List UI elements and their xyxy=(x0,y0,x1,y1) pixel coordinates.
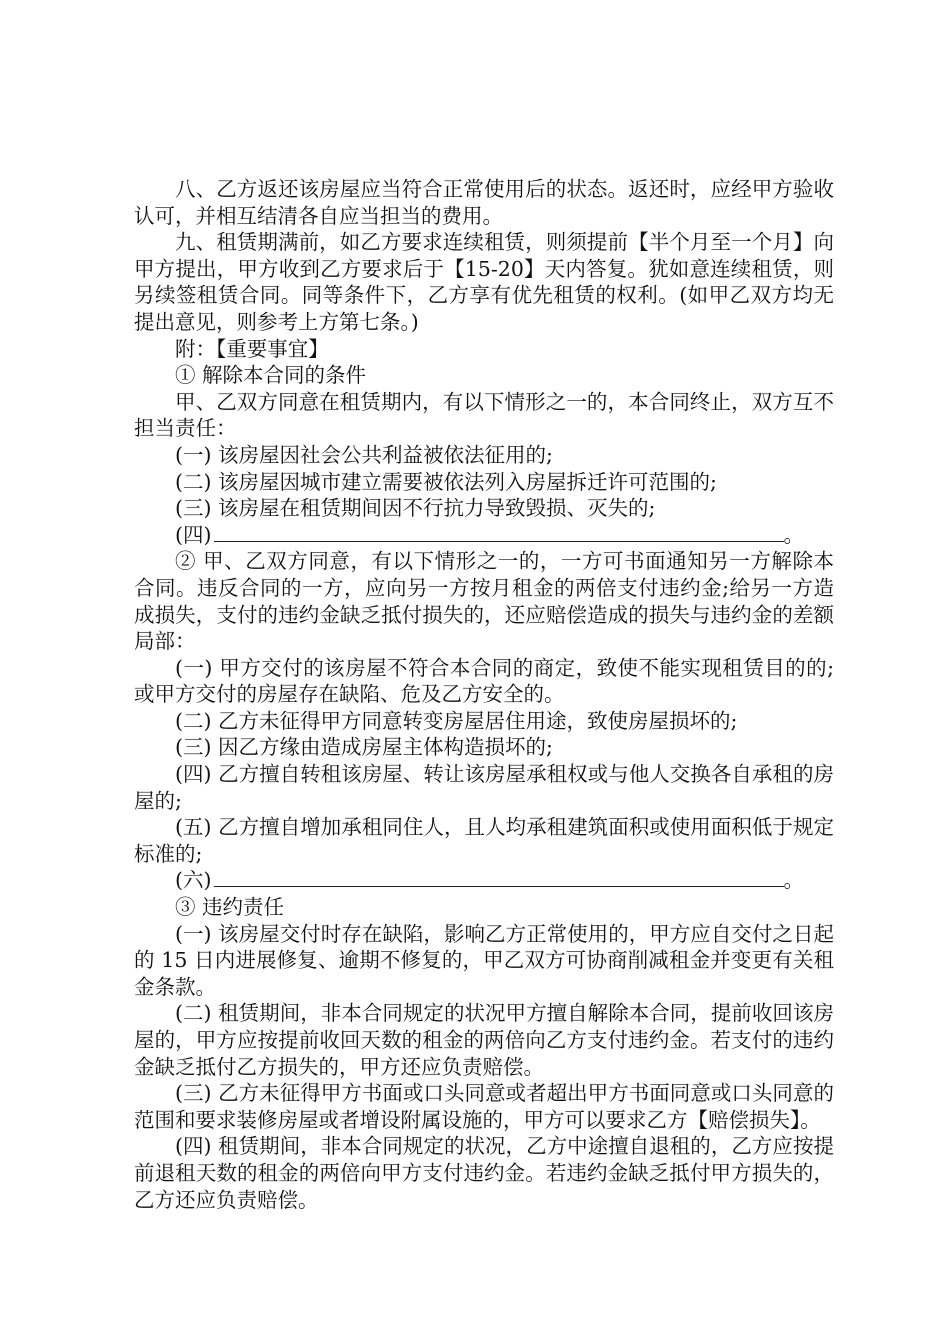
blank-fill-line[interactable] xyxy=(214,868,784,887)
section-1-title: ① 解除本合同的条件 xyxy=(175,363,367,388)
document-body xyxy=(134,176,834,1213)
section-1-item-2: (二) 该房屋因城市建立需要被依法列入房屋拆迁许可范围的; xyxy=(175,469,717,494)
section-1-item-4 xyxy=(134,522,834,549)
section-1-item-3: (三) 该房屋在租赁期间因不行抗力导致毁损、灭失的; xyxy=(175,496,656,521)
item-6-label: (六) xyxy=(175,868,212,893)
section-3-item-2: (二) 租赁期间，非本合同规定的状况甲方擅自解除本合同，提前收回该房屋的，甲方应按提前收回天数的租金的两倍向乙方支付违约金。若支付的违约金缺乏抵付乙方损失的，甲方还应负责赔偿。 xyxy=(134,1001,834,1079)
section-3-title: ③ 违约责任 xyxy=(175,895,285,920)
section-1-item-1: (一) 该房屋因社会公共利益被依法征用的; xyxy=(175,442,553,467)
section-2-item-6 xyxy=(134,867,834,894)
clause-8: 八、乙方返还该房屋应当符合正常使用后的状态。返还时，应经甲方验收认可，并相互结清各自应当担当的费用。 xyxy=(134,177,834,228)
item-4-label: (四) xyxy=(175,522,212,547)
section-2-item-2: (二) 乙方未征得甲方同意转变房屋居住用途，致使房屋损坏的; xyxy=(175,708,738,733)
section-2-item-3: (三) 因乙方缘由造成房屋主体构造损坏的; xyxy=(175,735,553,760)
item-4-end: 。 xyxy=(783,522,804,547)
section-2-item-1: (一) 甲方交付的该房屋不符合本合同的商定，致使不能实现租赁目的的;或甲方交付的房屋存在缺陷、危及乙方安全的。 xyxy=(134,655,834,707)
clause-9: 九、租赁期满前，如乙方要求连续租赁，则须提前【半个月至一个月】向甲方提出，甲方收到乙方要求后于【15-20】天内答复。犹如意连续租赁，则另续签租赁合同。同等条件下，乙方享有优先租赁的权利。(如甲乙双方均无提出意见，则参考上方第七条。) xyxy=(134,230,834,334)
section-3-item-1: (一) 该房屋交付时存在缺陷，影响乙方正常使用的，甲方应自交付之日起的 15 日内进展修复、逾期不修复的，甲乙双方可协商削减租金并变更有关租金条款。 xyxy=(134,921,834,999)
section-2-item-5: (五) 乙方擅自增加承租同住人，且人均承租建筑面积或使用面积低于规定标准的; xyxy=(134,815,834,866)
item-6-end: 。 xyxy=(783,868,804,893)
section-3-item-4: (四) 租赁期间，非本合同规定的状况，乙方中途擅自退租的，乙方应按提前退租天数的租金的两倍向甲方支付违约金。若违约金缺乏抵付甲方损失的，乙方还应负责赔偿。 xyxy=(134,1134,834,1212)
blank-fill-line[interactable] xyxy=(214,523,784,542)
section-1-intro: 甲、乙双方同意在租赁期内，有以下情形之一的，本合同终止，双方互不担当责任： xyxy=(134,389,834,441)
appendix-heading: 附：【重要事宜】 xyxy=(175,336,329,361)
section-2-intro: ② 甲、乙双方同意，有以下情形之一的，一方可书面通知另一方解除本合同。违反合同的一方，应向另一方按月租金的两倍支付违约金;给另一方造成损失，支付的违约金缺乏抵付损失的，还应赔偿造成的损失与违约金的差额局部： xyxy=(134,549,834,654)
section-3-item-3: (三) 乙方未征得甲方书面或口头同意或者超出甲方书面同意或口头同意的范围和要求装修房屋或者增设附属设施的，甲方可以要求乙方【赔偿损失】。 xyxy=(134,1081,834,1132)
section-2-item-4: (四) 乙方擅自转租该房屋、转让该房屋承租权或与他人交换各自承租的房屋的; xyxy=(134,762,834,813)
